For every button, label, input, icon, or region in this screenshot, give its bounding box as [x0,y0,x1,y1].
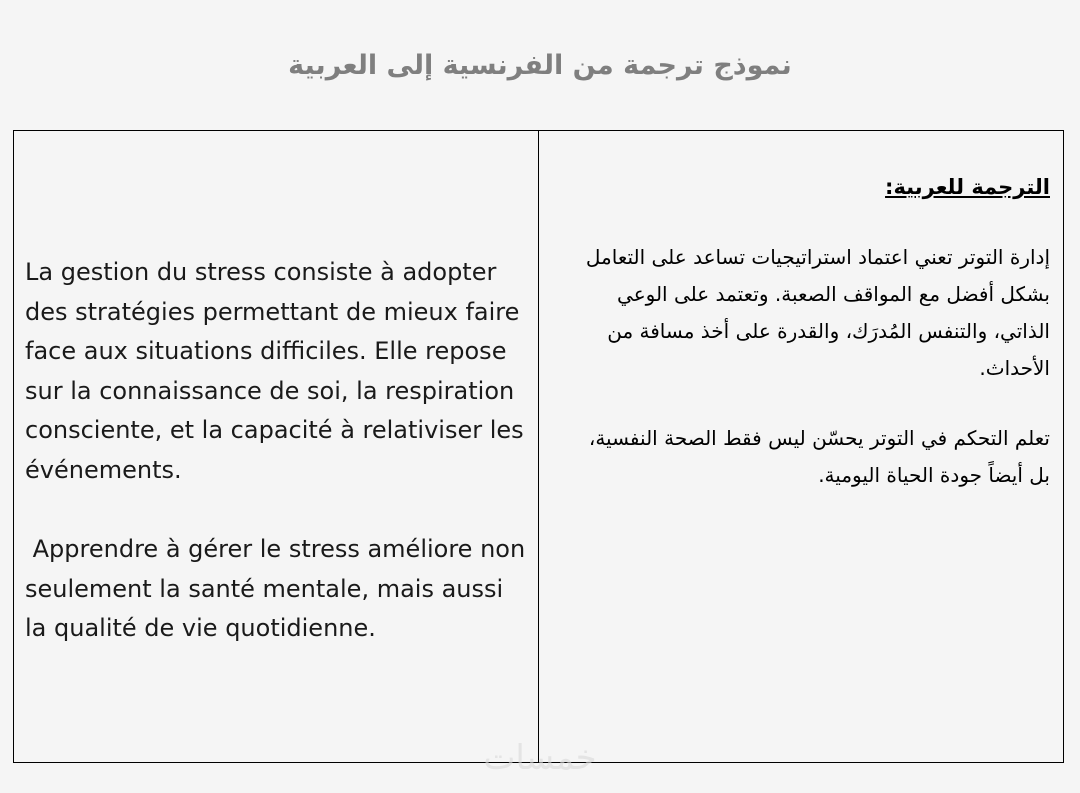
arabic-paragraph-2: تعلم التحكم في التوتر يحسّن ليس فقط الصحة النفسية، بل أيضاً جودة الحياة اليومية. [588,426,1050,487]
french-paragraph-2: Apprendre à gérer le stress améliore non seulement la santé mentale, mais aussi la qualité de vie quotidienne. [25,535,533,643]
arabic-heading: الترجمة للعربية: [885,175,1050,199]
french-text [25,253,533,649]
watermark-logo: خمسات [483,738,597,778]
arabic-text [580,171,1050,494]
arabic-column [539,131,1063,762]
translation-table [13,130,1064,763]
arabic-paragraph-1: إدارة التوتر تعني اعتماد استراتيجيات تساعد على التعامل بشكل أفضل مع المواقف الصعبة. وتعتمد على الوعي الذاتي، والتنفس المُدرَك، والقدرة على أخذ مسافة من الأحداث. [585,245,1050,380]
french-paragraph-1: La gestion du stress consiste à adopter des stratégies permettant de mieux faire face aux situations difficiles. Elle repose sur la connaissance de soi, la respiration consciente, et la capacité à relativiser les événements. [25,258,524,484]
page-title: نموذج ترجمة من الفرنسية إلى العربية [288,50,792,81]
french-column [14,131,539,762]
